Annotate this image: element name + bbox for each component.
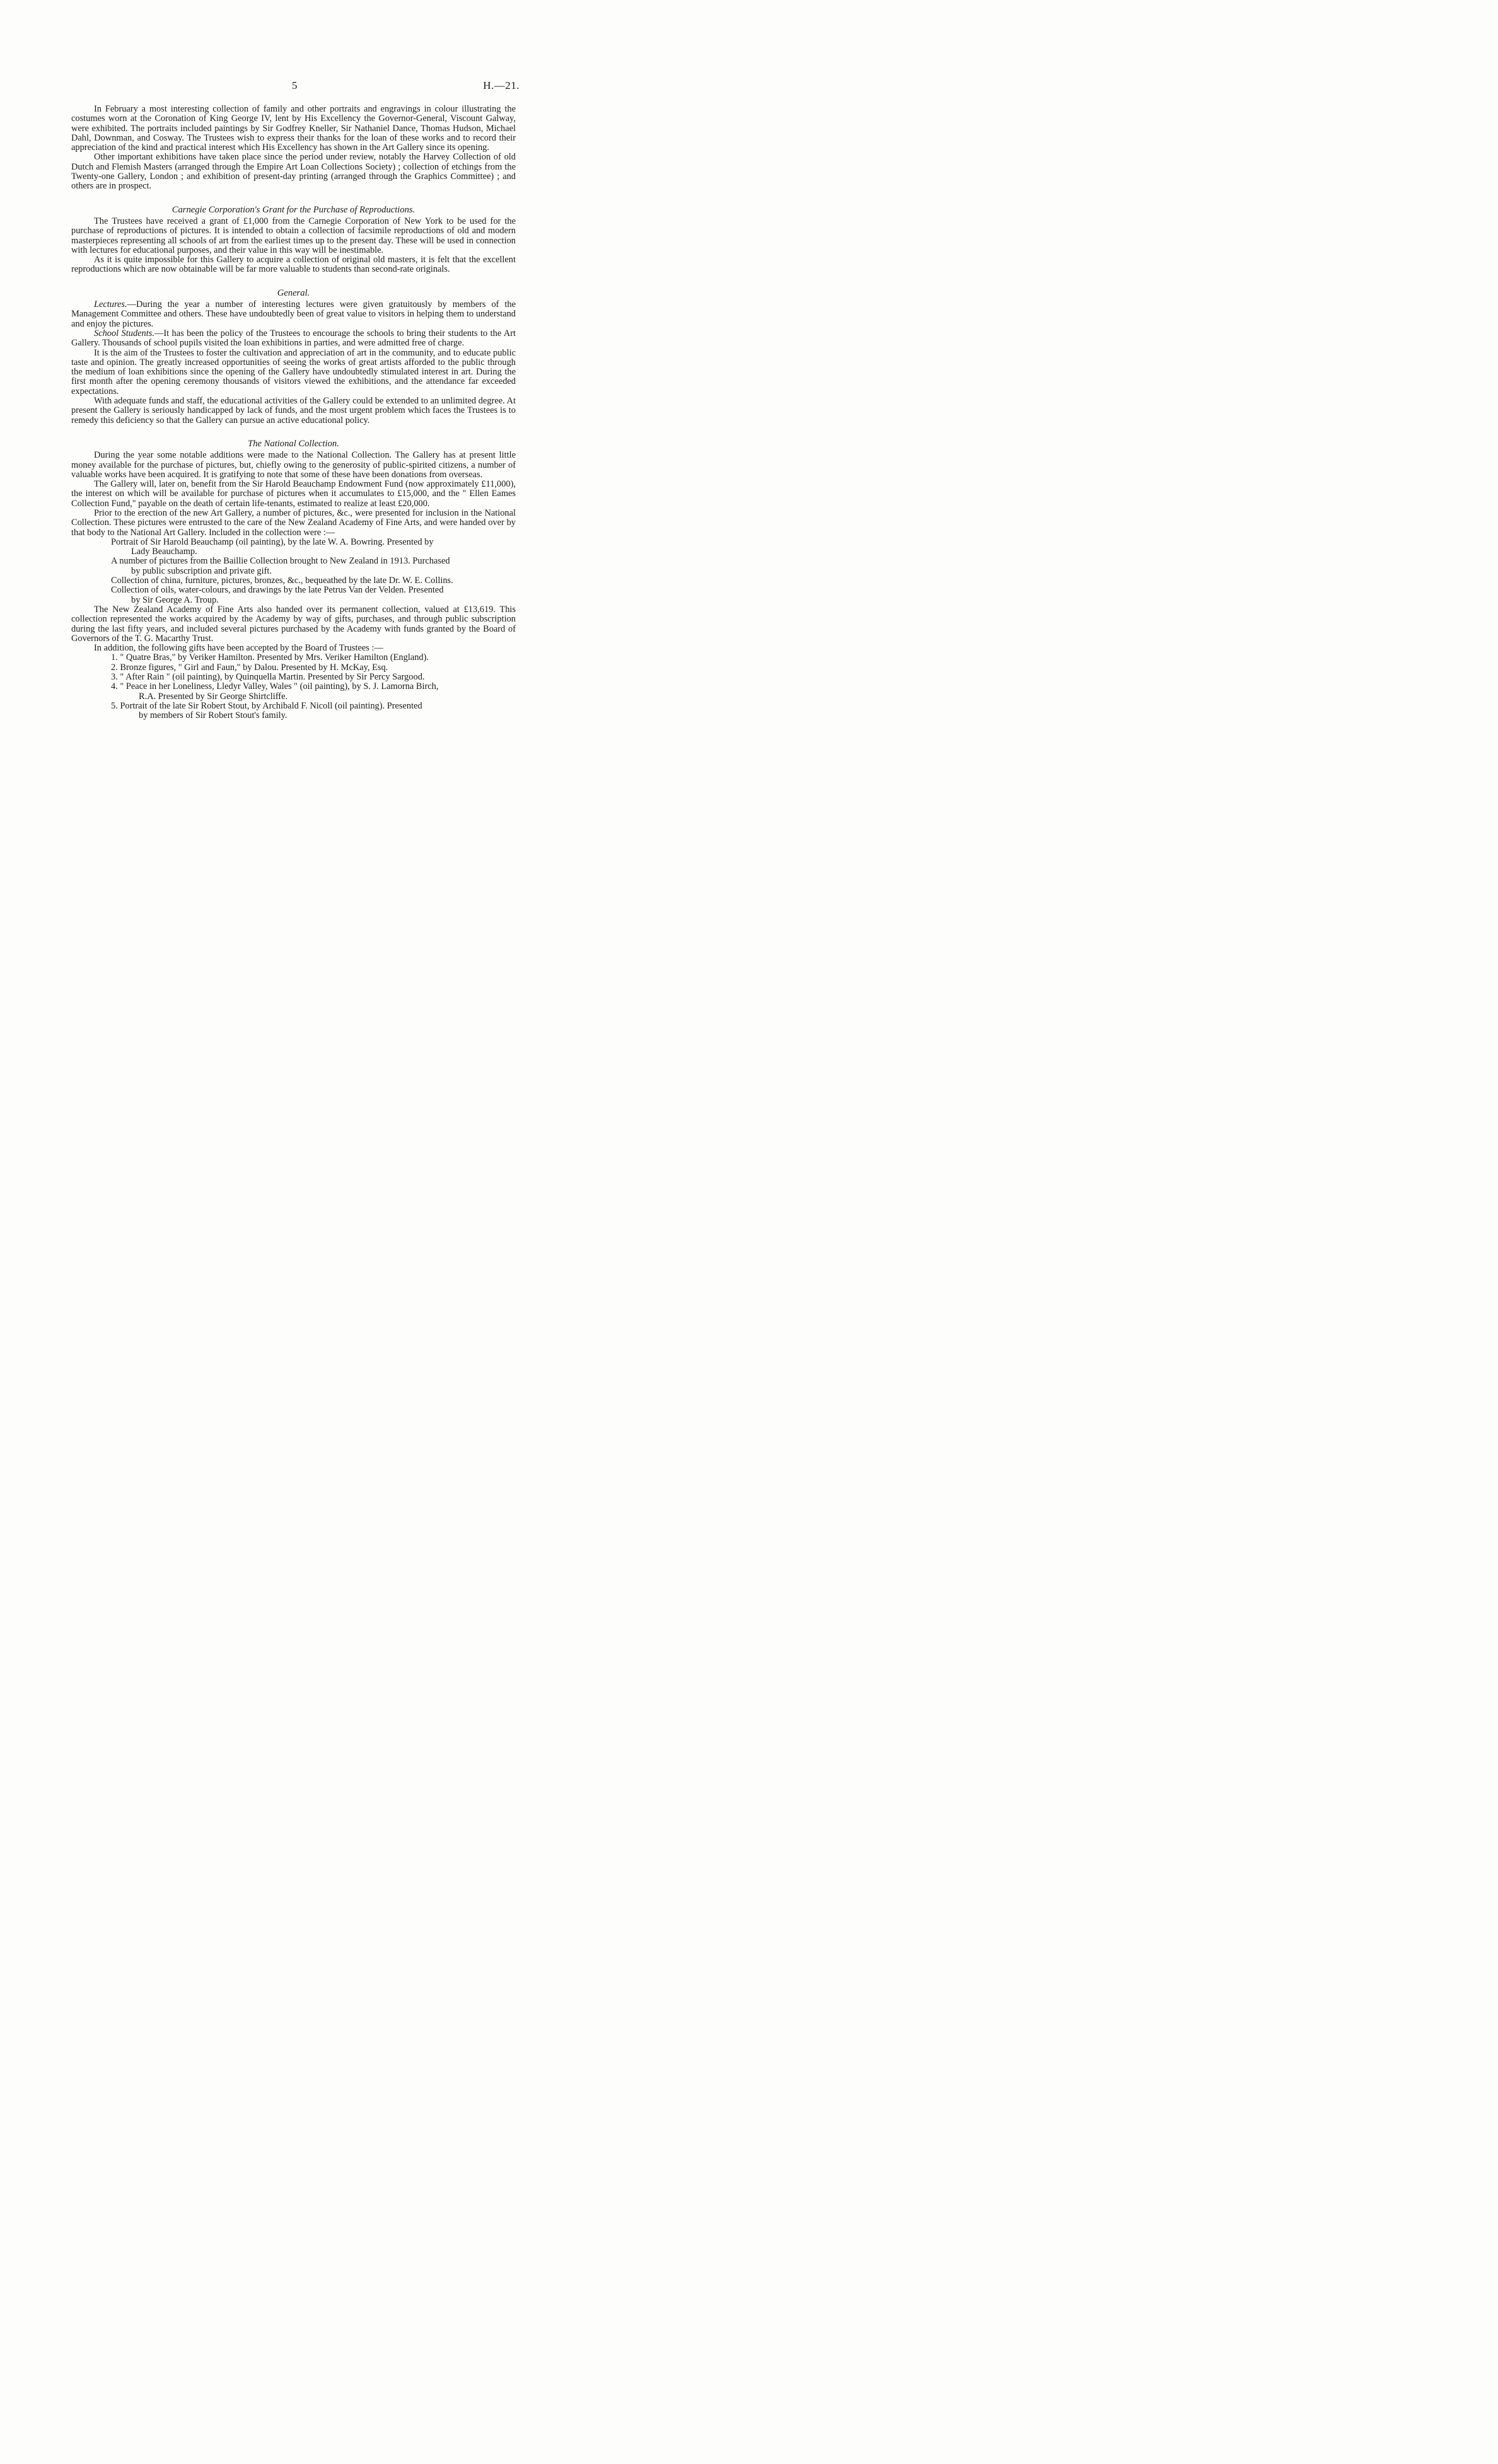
gifts-list (71, 653, 516, 720)
page-number: 5 (292, 79, 298, 91)
list-item-continuation: by members of Sir Robert Stout's family. (139, 710, 287, 721)
list-item (111, 557, 516, 576)
list-item-text: 4. " Peace in her Loneliness, Lledyr Valley, Wales " (oil painting), by S. J. Lamorna Birch, (111, 681, 439, 692)
school-students-paragraph (71, 329, 516, 349)
general-heading: General. (277, 287, 310, 298)
lectures-lead-in: Lectures. (94, 299, 127, 310)
national-collection-heading: The National Collection. (248, 438, 339, 449)
list-item-text: 3. " After Rain " (oil painting), by Quinquella Martin. Presented by Sir Percy Sargood. (111, 672, 425, 683)
carnegie-paragraph-1: The Trustees have received a grant of £1,000 from the Carnegie Corporation of New York to be used for the purchase of reproductions of pictures. It is intended to obtain a collection of facsimile reproductions of old and modern masterpieces representing all schools of art from the earliest times up to the present day. These will be used in connection with lectures for educational purposes, and their value in this way will be inestimable. (71, 216, 516, 255)
school-students-lead-in: School Students. (94, 328, 154, 338)
list-item-text: A number of pictures from the Baillie Collection brought to New Zealand in 1913. Purchased (111, 556, 450, 567)
list-item (111, 538, 516, 557)
list-item (111, 682, 516, 702)
list-item (111, 673, 516, 682)
list-item-text: Portrait of Sir Harold Beauchamp (oil painting), by the late W. A. Bowring. Presented by (111, 536, 434, 547)
national-paragraph-1: During the year some notable additions were made to the National Collection. The Gallery has at present little money available for the purchase of pictures, but, chiefly owing to the generosity of public-spirited citizens, a number of valuable works have been acquired. It is gratifying to note that some of these have been donations from overseas. (71, 450, 516, 480)
list-item (111, 586, 516, 605)
page-header (71, 79, 520, 96)
general-paragraph-4: With adequate funds and staff, the educational activities of the Gallery could be extended to an unlimited degree. At present the Gallery is seriously handicapped by lack of funds, and the most urgent problem which faces the Trustees is to remedy this deficiency so that the Gallery can pursue an active educational policy. (71, 396, 516, 425)
national-paragraph-4: The New Zealand Academy of Fine Arts also handed over its permanent collection, valued at £13,619. This collection represented the works acquired by the Academy by way of gifts, purchases, and through public subscription during the last fifty years, and included several pictures purchased by the Academy with funds granted by the Board of Governors of the T. G. Macarthy Trust. (71, 604, 516, 644)
list-item-continuation: by Sir George A. Troup. (131, 594, 219, 605)
list-item (111, 653, 516, 662)
list-item-continuation: R.A. Presented by Sir George Shirtcliffe. (139, 691, 288, 702)
intro-paragraph-2: Other important exhibitions have taken place since the period under review, notably the Harvey Collection of old Dutch and Flemish Masters (arranged through the Empire Art Loan Collections Society) ; collection of etchings from the Twenty-one Gallery, London ; and exhibition of present-day printing (arranged through the Graphics Committee) ; and others are in prospect. (71, 152, 516, 192)
national-paragraph-5: In addition, the following gifts have been accepted by the Board of Trustees :— (94, 643, 383, 654)
collection-items-list (71, 538, 516, 605)
lectures-text: —During the year a number of interesting lectures were given gratuitously by members of the Management Committee and others. These have undoubtedly been of great value to visitors in helping them to understand and enjoy the pictures. (71, 299, 516, 329)
list-item-continuation: Lady Beauchamp. (131, 547, 197, 557)
list-item-text: 2. Bronze figures, " Girl and Faun," by Dalou. Presented by H. McKay, Esq. (111, 662, 388, 673)
list-item-text: Collection of oils, water-colours, and drawings by the late Petrus Van der Velden. Presented (111, 585, 444, 596)
list-item-text: 1. " Quatre Bras," by Veriker Hamilton. Presented by Mrs. Veriker Hamilton (England). (111, 652, 429, 663)
list-item (111, 663, 516, 673)
list-item (111, 576, 516, 586)
document-page (71, 79, 520, 721)
list-item (111, 702, 516, 721)
carnegie-heading: Carnegie Corporation's Grant for the Purchase of Reproductions. (171, 204, 415, 215)
national-paragraph-3: Prior to the erection of the new Art Gallery, a number of pictures, &c., were presented for inclusion in the National Collection. These pictures were entrusted to the care of the New Zealand Academy of Fine Arts, and were handed over by that body to the National Art Gallery. Included in the collection were :— (71, 507, 516, 538)
carnegie-paragraph-2: As it is quite impossible for this Gallery to acquire a collection of original old masters, it is felt that the excellent reproductions which are now obtainable will be far more valuable to students than second-rate originals. (71, 255, 516, 275)
list-item-continuation: by public subscription and private gift. (131, 565, 272, 576)
list-item-text: 5. Portrait of the late Sir Robert Stout, by Archibald F. Nicoll (oil painting). Presented (111, 700, 422, 711)
lectures-paragraph (71, 300, 516, 329)
general-paragraph-3: It is the aim of the Trustees to foster the cultivation and appreciation of art in the community, and to educate public taste and opinion. The greatly increased opportunities of seeing the works of great artists afforded to the public through the medium of loan exhibitions since the opening of the Gallery have undoubtedly stimulated interest in art. During the first month after the opening ceremony thousands of visitors viewed the exhibitions, and the attendance far exceeded expectations. (71, 347, 516, 396)
intro-paragraph-1: In February a most interesting collection of family and other portraits and engravings in colour illustrating the costumes worn at the Coronation of King George IV, lent by His Excellency the Governor-General, Viscount Galway, were exhibited. The portraits included paintings by Sir Godfrey Kneller, Sir Nathaniel Dance, Thomas Hudson, Michael Dahl, Downman, and Cosway. The Trustees wish to express their thanks for the loan of these works and to record their appreciation of the kind and practical interest which His Excellency has shown in the Art Gallery since its opening. (71, 104, 516, 153)
document-reference: H.—21. (483, 79, 520, 91)
national-paragraph-2: The Gallery will, later on, benefit from the Sir Harold Beauchamp Endowment Fund (now approximately £11,000), the interest on which will be available for purchase of pictures when it accumulates to £15,000, and the " Ellen Eames Collection Fund," payable on the death of certain life-tenants, estimated to realize at least £20,000. (71, 479, 516, 509)
list-item-text: Collection of china, furniture, pictures, bronzes, &c., bequeathed by the late Dr. W. E. Collins. (111, 576, 453, 586)
school-students-text: —It has been the policy of the Trustees to encourage the schools to bring their students to the Art Gallery. Thousands of school pupils visited the loan exhibitions in parties, and were admitted free of charge. (71, 328, 516, 349)
